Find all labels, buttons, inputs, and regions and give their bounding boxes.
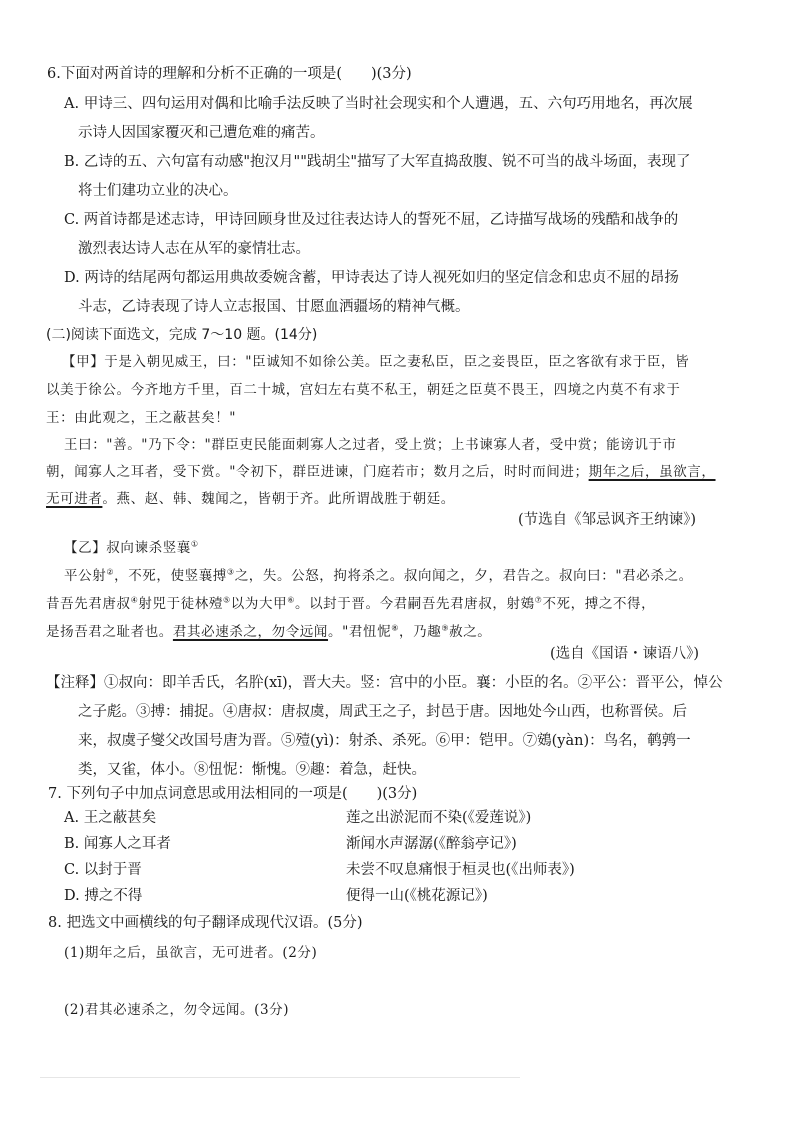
q7-option-b-right: 渐闻水声潺潺(《醉翁亭记》) [346, 836, 517, 852]
yi-line3-part-a: 是扬吾君之耻者也。 [46, 624, 173, 640]
q7-stem: 7. 下列句子中加点词意思或用法相同的一项是( )(3分) [48, 786, 418, 802]
yi-line1 [64, 566, 693, 586]
yi-note-ref-6: ⑥ [287, 595, 295, 605]
yi-note-ref-1: ① [190, 539, 199, 549]
yi-note-ref-4: ④ [130, 595, 139, 605]
q7-option-a-left: A. 王之蔽甚矣 [64, 810, 157, 826]
jia-p2-line2 [46, 462, 716, 482]
page-bottom-divider [40, 1077, 520, 1078]
q7-option-c-left: C. 以封于晋 [64, 862, 142, 878]
q8-stem: 8. 把选文中画横线的句子翻译成现代汉语。(5分) [48, 915, 363, 931]
yi-line3-part-c: ，乃趣 [399, 624, 442, 640]
section2-heading: (二)阅读下面选文，完成 7～10 题。(14分) [46, 327, 318, 343]
yi-note-ref-5: ⑤ [223, 595, 231, 605]
notes-line1: 【注释】①叔向：即羊舌氏，名肸(xī)，晋大夫。竖：宫中的小臣。襄：小臣的名。②平公：晋平公，悼公 [46, 675, 723, 691]
jia-p1-line3: 王：由此观之，王之蔽甚矣！" [46, 410, 237, 426]
yi-note-ref-9: ⑨ [441, 623, 450, 633]
yi-source: (选自《国语・谏语八》) [550, 646, 700, 662]
q6-option-b-line1: B. 乙诗的五、六句富有动感"抱汉月""践胡尘"描写了大军直捣敌腹、锐不可当的战斗场面，表现了 [64, 154, 691, 170]
q7-option-b-left: B. 闻寡人之耳者 [64, 836, 171, 852]
jia-underlined-sentence-part1: 期年之后，虽欲言， [588, 464, 716, 480]
q6-option-c-line1: C. 两首诗都是述志诗，甲诗回顾身世及过往表达诗人的誓死不屈，乙诗描写战场的残酷和战争的 [64, 212, 679, 228]
yi-underlined-sentence: 君其必速杀之，勿令远闻 [172, 624, 329, 640]
yi-line2 [46, 594, 655, 614]
q7-option-d-right: 便得一山(《桃花源记》) [346, 888, 488, 904]
jia-underlined-sentence-part2: 无可进者 [46, 491, 103, 507]
q6-stem: 6.下面对两首诗的理解和分析不正确的一项是( )(3分) [47, 66, 412, 82]
notes-line3: 来，叔虞子燮父改国号唐为晋。⑤殪(yì)：射杀、杀死。⑥甲：铠甲。⑦鴳(yàn)：鸟名，鹌鹑一 [78, 733, 691, 749]
yi-note-ref-8: ⑧ [391, 623, 400, 633]
q6-option-d-line2: 斗志，乙诗表现了诗人立志报国、甘愿血洒疆场的精神气概。 [78, 299, 470, 315]
yi-line1-part-b: ，不死，使竖襄搏 [114, 568, 227, 584]
yi-title [64, 538, 199, 558]
yi-line3 [46, 622, 491, 642]
yi-line1-part-a: 平公射 [64, 568, 107, 584]
q7-option-d-left: D. 搏之不得 [64, 888, 143, 904]
q6-option-a-line1: A. 甲诗三、四句运用对偶和比喻手法反映了当时社会现实和个人遭遇，五、六句巧用地名，再次展 [64, 96, 693, 112]
jia-source: (节选自《邹忌讽齐王纳谏》) [518, 512, 697, 528]
notes-line2: 之子彪。③搏：捕捉。④唐叔：唐叔虞，周武王之子，封邑于唐。因地处今山西，也称晋侯。后 [78, 704, 687, 720]
yi-line2-part-d: 。以封于晋。今君嗣吾先君唐叔，射鴳 [294, 596, 535, 612]
jia-p1-line1: 【甲】于是入朝见威王，曰："臣诚知不如徐公美。臣之妻私臣，臣之妾畏臣，臣之客欲有求于臣，皆 [62, 354, 690, 370]
yi-line2-part-b: 射兕于徒林殪 [138, 596, 223, 612]
yi-line3-part-d: 赦之。 [449, 624, 492, 640]
q7-option-a-right: 莲之出淤泥而不染(《爱莲说》) [346, 810, 532, 826]
jia-p2-line3 [46, 489, 455, 509]
yi-line2-part-e: 不死，搏之不得， [542, 596, 656, 612]
yi-note-ref-7: ⑦ [534, 595, 543, 605]
jia-p2-line2-text: 朝，闻寡人之耳者，受下赏。"令初下，群臣进谏，门庭若市；数月之后，时时而间进； [46, 464, 589, 480]
q6-option-b-line2: 将士们建功立业的决心。 [78, 183, 238, 199]
jia-p2-line1: 王曰："善。"乃下令："群臣吏民能面刺寡人之过者，受上赏；上书谏寡人者，受中赏；能谤讥于市 [64, 437, 677, 453]
yi-note-ref-3: ③ [226, 567, 235, 577]
yi-line1-part-c: 之，失。公怒，拘将杀之。叔向闻之，夕，君告之。叔向曰："君必杀之。 [234, 568, 693, 584]
yi-note-ref-2: ② [106, 567, 115, 577]
q6-option-d-line1: D. 两诗的结尾两句都运用典故委婉含蓄，甲诗表达了诗人视死如归的坚定信念和忠贞不屈的昂扬 [64, 270, 679, 286]
q8-sentence-2: (2)君其必速杀之，勿令远闻。(3分) [64, 1002, 290, 1018]
yi-line3-part-b: 。"君忸怩 [328, 624, 392, 640]
q7-option-c-right: 未尝不叹息痛恨于桓灵也(《出师表》) [346, 862, 575, 878]
q6-option-c-line2: 激烈表达诗人志在从军的豪情壮志。 [78, 241, 310, 257]
yi-title-text: 【乙】叔向谏杀竖襄 [64, 540, 191, 556]
q8-sentence-1: (1)期年之后，虽欲言，无可进者。(2分) [64, 945, 318, 961]
jia-p1-line2: 以美于徐公。今齐地方千里，百二十城，宫妇左右莫不私王，朝廷之臣莫不畏王，四境之内莫不有求于 [46, 382, 681, 398]
yi-line2-part-a: 昔吾先君唐叔 [46, 596, 131, 612]
q6-option-a-line2: 示诗人因国家覆灭和己遭危难的痛苦。 [78, 125, 325, 141]
yi-line2-part-c: 以为大甲 [230, 596, 288, 612]
jia-p2-line3-text: 。燕、赵、韩、魏闻之，皆朝于齐。此所谓战胜于朝廷。 [102, 491, 455, 507]
notes-line4: 类，又雀，体小。⑧忸怩：惭愧。⑨趣：着急，赶快。 [78, 762, 426, 778]
